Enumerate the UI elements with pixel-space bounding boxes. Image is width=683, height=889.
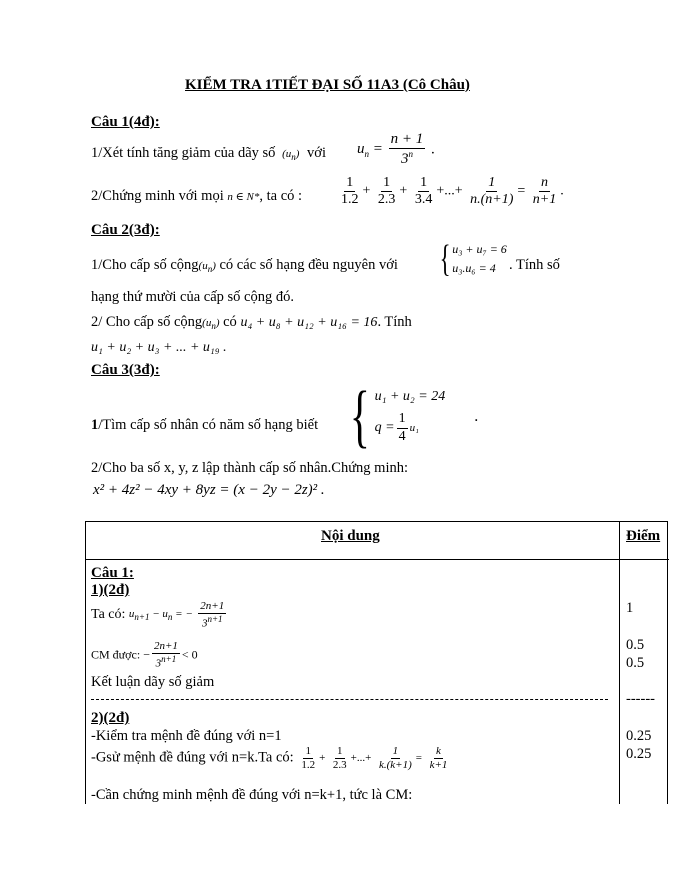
q3-sys-line2: q = $\frac{1}{4}$ u₁ bbox=[374, 411, 419, 444]
score-divider: ------ bbox=[626, 691, 655, 707]
q1-part2 bbox=[91, 188, 302, 205]
q2-sys-line2: u₃.u₆ = 4 bbox=[452, 261, 496, 276]
table-column-divider bbox=[619, 521, 620, 804]
answer-divider bbox=[91, 699, 608, 700]
q2-heading: Câu 2(3đ): bbox=[91, 222, 160, 238]
answer-c1-taco: Ta có: $u_{n+1} - u_n$ = − $\frac{2n+1}{3^{n+1}}$ bbox=[91, 600, 225, 630]
table-header-divider bbox=[85, 559, 669, 560]
q2-part1-tail: . Tính số bbox=[509, 257, 560, 273]
score-1: 1 bbox=[626, 600, 634, 616]
q1-formula: $u_n$ = $\frac{n + 1}{3^n}$ . bbox=[357, 131, 435, 168]
q3-sys-line1: u₁ + u₂ = 24 bbox=[374, 389, 446, 405]
answer-c1-conclusion: Kết luận dãy số giảm bbox=[91, 674, 215, 690]
q1-part1-text: 1/Xét tính tăng giảm của dãy số bbox=[91, 145, 276, 161]
answer-c1-line3: -Cần chứng minh mệnh đề đúng với n=k+1, tức là CM: bbox=[91, 787, 413, 803]
answer-c1-line1: -Kiểm tra mệnh đề đúng với n=1 bbox=[91, 728, 282, 744]
q1-part2-text: 2/Chứng minh với mọi bbox=[91, 188, 224, 204]
q3-part2: 2/Cho ba số x, y, z lập thành cấp số nhân.Chứng minh: bbox=[91, 460, 409, 476]
score-4: 0.25 bbox=[626, 728, 652, 744]
q2-part2: 2/ Cho cấp số $cộng(u_n)$ có u₄ + u₈ + u₁₂ + u₁₆ = 16. Tính bbox=[91, 314, 412, 332]
score-5: 0.25 bbox=[626, 746, 652, 762]
answer-c1-heading: Câu 1: bbox=[91, 565, 134, 581]
answer-c1-cm: CM được: − $\frac{2n+1}{3^{n+1}}$ < 0 bbox=[91, 640, 198, 670]
q1-heading: Câu 1(4đ): bbox=[91, 114, 160, 130]
q2-sys-line1: u₃ + u₇ = 6 bbox=[452, 242, 507, 256]
table-header-content: Nội dung bbox=[321, 528, 380, 544]
q3-heading: Câu 3(3đ): bbox=[91, 362, 160, 378]
answer-c1-sub2: 2)(2đ) bbox=[91, 710, 130, 726]
answer-c1-sub1: 1)(2đ) bbox=[91, 582, 130, 598]
q2-part2-eq: u₄ + u₈ + u₁₂ + u₁₆ = 16 bbox=[240, 315, 378, 330]
answer-c1-line2: -Gsử mệnh đề đúng với n=k.Ta có: $\frac{1}{1.2}$ + $\frac{1}{2.3}$ +...+ $\frac{1}{k.(k+1)}$ = $\frac{k}{k+1}$ bbox=[91, 745, 448, 771]
q1-taco: , ta có : bbox=[259, 188, 303, 204]
q1-cond: n ∈ N* bbox=[227, 191, 260, 203]
q1-with: với bbox=[307, 145, 326, 161]
score-2: 0.5 bbox=[626, 637, 645, 653]
q3-part2-eq: x² + 4z² − 4xy + 8yz = (x − 2y − 2z)² . bbox=[93, 482, 325, 498]
q2-system: { u₃ + u₇ = 6 u₃.u₆ = 4 bbox=[439, 238, 507, 281]
score-3: 0.5 bbox=[626, 655, 645, 671]
table-header-score: Điểm bbox=[626, 528, 661, 544]
q1-fraction: $\frac{n + 1}{3^n}$ bbox=[390, 131, 424, 168]
q3-system: { u₁ + u₂ = 24 q = $\frac{1}{4}$ u₁ . bbox=[349, 378, 479, 455]
q2-part1: 1/Cho cấp số $cộng(u_n)$ có các số hạng đều nguyên với bbox=[91, 257, 398, 275]
q1-sum-formula: $\frac{1}{1.2}$ + $\frac{1}{2.3}$ + $\frac{1}{3.4}$ +...+ $\frac{1}{n.(n+1)}$ = $\frac{n}{n+1}$ . bbox=[341, 175, 564, 208]
q3-part1: 1/Tìm cấp số nhân có năm số hạng biết bbox=[91, 417, 319, 433]
q2-part1-line2: hạng thứ mười của cấp số cộng đó. bbox=[91, 289, 294, 305]
q1-seq: $(u_n)$ bbox=[282, 148, 300, 163]
q1-part1 bbox=[91, 145, 326, 162]
page-title: KIỂM TRA 1TIẾT ĐẠI SỐ 11A3 (Cô Châu) bbox=[185, 77, 470, 93]
q2-part2-sum: u₁ + u₂ + u₃ + ... + u₁₉ . bbox=[91, 340, 227, 355]
